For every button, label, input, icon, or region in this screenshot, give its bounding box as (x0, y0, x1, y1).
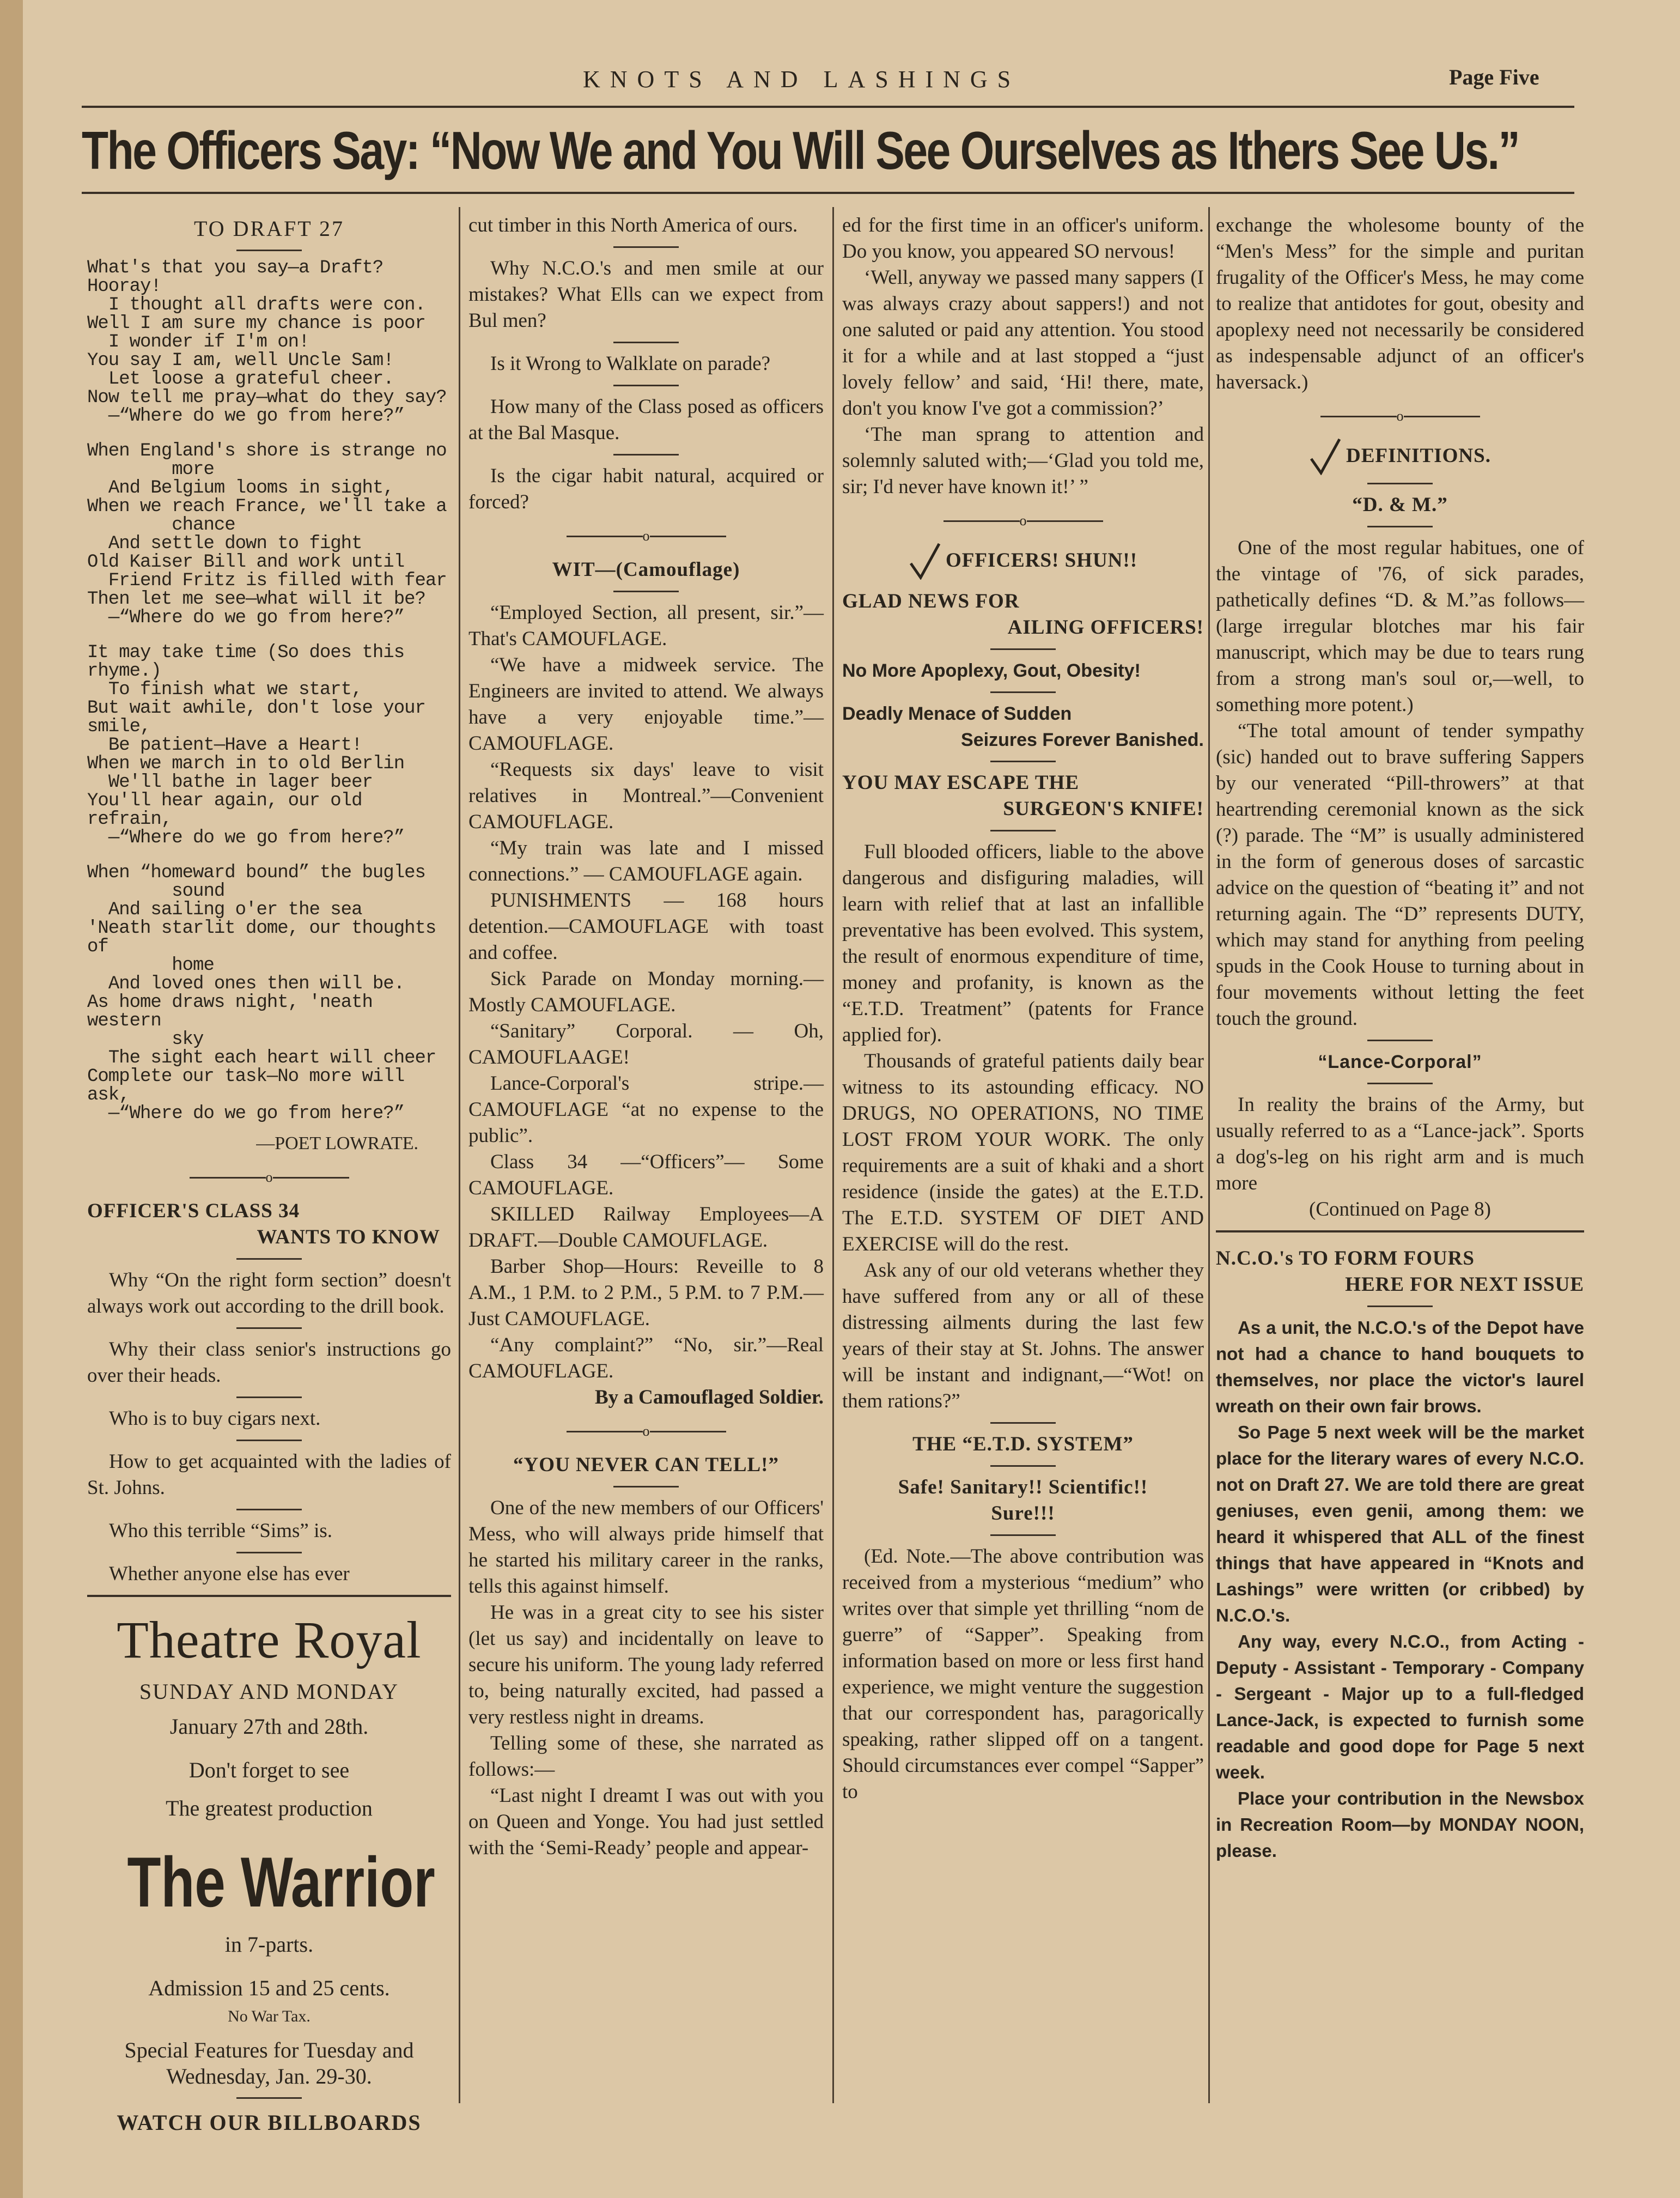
article-paragraph: He was in a great city to see his sister (let us say) and incidentally on leave to secure his uniform. The young lady referred to, being naturally excited, had passed a very restless night in dreams. (468, 1601, 824, 1728)
nco-heading-2: HERE FOR NEXT ISSUE (1345, 1273, 1584, 1296)
wit-line: “Employed Section, all present, sir.”—That's CAMOUFLAGE. (468, 602, 824, 650)
poem-stanza: It may take time (So does this rhyme.) To finish what we start, But wait awhile, don't lose your smile, Be patient—Have a Heart! When we march in to old Berlin We'll bathe in lager beer You'll hear again, our old refrain, —“Where do we go from here?” (87, 642, 425, 848)
top-rule (82, 106, 1574, 108)
article-paragraph: exchange the wholesome bounty of the “Men's Mess” for the simple and puritan frugality of the Officer's Mess, he may come to realize that antidotes for gout, obesity and apoplexy need not necessarily be considered as indespensable adjunct of an officer's haversack.) (1216, 214, 1584, 393)
separator (990, 1422, 1056, 1424)
separator (613, 591, 679, 592)
poem-signature: —POET LOWRATE. (256, 1133, 418, 1153)
separator (990, 830, 1056, 831)
article-paragraph: ed for the first time in an officer's uniform. Do you know, you appeared SO nervous! (842, 214, 1204, 263)
separator (990, 1465, 1056, 1467)
class-heading-2: WANTS TO KNOW (257, 1226, 440, 1248)
separator (613, 342, 679, 343)
dm-heading: “D. & M.” (1352, 494, 1448, 516)
separator (236, 2097, 302, 2099)
column-4 (1216, 212, 1584, 1864)
separator (236, 250, 302, 251)
subheading: Deadly Menace of Sudden (842, 703, 1072, 724)
ad-tax: No War Tax. (228, 2007, 311, 2025)
question-item: Why their class senior's instructions go over their heads. (87, 1338, 451, 1387)
banner-rule (82, 192, 1574, 194)
poem-stanza: What's that you say—a Draft? Hooray! I thought all drafts were con. Well I am sure my chance is poor I wonder if I'm on! You say I am, well Uncle Sam! Let loose a grateful cheer. Now tell me pray—what do they say? —“Where do we go from here?” (87, 258, 447, 427)
article-paragraph: ‘Well, anyway we passed many sappers (I was always crazy about sappers!) and not one saluted or paid any attention. You stood it for a while and at last stopped a “just lovely fellow’ and said, ‘Hi! there, mate, don't you know I've got a commission?’ (842, 266, 1204, 420)
separator (236, 1327, 302, 1329)
lance-heading: “Lance-Corporal” (1318, 1052, 1482, 1072)
shun-heading-block (842, 542, 1204, 580)
article-paragraph: So Page 5 next week will be the market place for the literary wares of every N.C.O. not on Draft 27. We are told there are great geniuses, even genii, among them: we heard it whispered that ALL of the finest things that have appeared in “Knots and Lashings” were written (or cribbed) by N.C.O.'s. (1216, 1422, 1584, 1625)
ad-reminder: Don't forget to see (188, 1758, 350, 1782)
film-title: The Warrior (127, 1842, 435, 1922)
subheading: No More Apoplexy, Gout, Obesity! (842, 660, 1141, 681)
binding-edge (0, 0, 23, 2198)
editor-note: (Ed. Note.—The above contribution was received from a mysterious “medium” who writes over that simple yet thrilling “nom de guerre” of “Sapper”. Speaking from information based on more or less first hand experience, we might venture the suggestion that our correspondent has, paragorically speaking, rather slipped off on a tangent. Should circumstances ever compel “Sapper” to (842, 1545, 1204, 1803)
article-paragraph: Full blooded officers, liable to the above dangerous and disfiguring maladies, will learn with relief that at last an infallible preventative has been evolved. This system, the result of enormous expenditure of time, money and profanity, is known as the “E.T.D. Treatment” (patents for France applied for). (842, 841, 1204, 1046)
article-paragraph: Telling some of these, she narrated as follows:— (468, 1732, 824, 1781)
question-item: How to get acquainted with the ladies of St. Johns. (87, 1450, 451, 1499)
separator (1367, 1040, 1433, 1041)
article-paragraph: One of the most regular habitues, one of the vintage of '76, of sick parades, pathetically defines “D. & M.”as follows—(large irregular blotches mar his fair manuscript, which may be due to tears rung from a strong man's soul or,—well, to something more potent.) (1216, 537, 1584, 716)
checkmark-icon (909, 542, 941, 580)
question-item: Whether anyone else has ever (109, 1563, 350, 1585)
separator (1367, 1306, 1433, 1307)
question-item: Is the cigar habit natural, acquired or forced? (468, 465, 824, 513)
separator (1367, 526, 1433, 527)
wit-line: “Sanitary” Corporal. — Oh, CAMOUFLAAGE! (468, 1020, 824, 1068)
question-item: Who is to buy cigars next. (109, 1407, 321, 1430)
ad-admission: Admission 15 and 25 cents. (148, 1976, 390, 2000)
section-rule (87, 1595, 451, 1597)
ad-special: Special Features for Tuesday and Wednesday, Jan. 29-30. (124, 2038, 414, 2088)
paper-title: KNOTS AND LASHINGS (583, 66, 1021, 93)
article-paragraph: Thousands of grateful patients daily bear witness to its astounding efficacy. NO DRUGS, NO OPERATIONS, NO TIME LOST FROM YOUR WORK. The only requirements are a suit of khaki and a short residence (inside the gates) at the E.T.D. The E.T.D. SYSTEM OF DIET AND EXERCISE will do the rest. (842, 1050, 1204, 1255)
article-paragraph: Any way, every N.C.O., from Acting - Deputy - Assistant - Temporary - Company - Sergeant - Major up to a full-fledged Lance-Jack, is expected to furnish some readable and good dope for Page 5 next week. (1216, 1631, 1584, 1782)
wit-line: Sick Parade on Monday morning.—Mostly CAMOUFLAGE. (468, 968, 824, 1016)
article-paragraph: In reality the brains of the Army, but usually referred to as a “Lance-jack”. Sports a dog's-leg on his right arm and is much more (1216, 1094, 1584, 1194)
ornament: o (642, 1423, 650, 1439)
column-2 (468, 212, 824, 1861)
poem-title: TO DRAFT 27 (193, 216, 344, 241)
theatre-name: Theatre Royal (117, 1611, 422, 1669)
ornament-separator (1216, 403, 1584, 429)
definitions-heading-block (1216, 437, 1584, 475)
article-paragraph: Place your contribution in the Newsbox in Recreation Room—by MONDAY NOON, please. (1216, 1788, 1584, 1861)
column-3 (842, 212, 1204, 1805)
subheading: Seizures Forever Banished. (961, 730, 1204, 750)
question-item: Who this terrible “Sims” is. (109, 1520, 333, 1542)
article-paragraph: As a unit, the N.C.O.'s of the Depot have not had a chance to hand bouquets to themselves, nor place the victor's laurel wreath on their own fair brows. (1216, 1317, 1584, 1416)
separator (236, 1509, 302, 1510)
column-divider (832, 207, 834, 2103)
article-paragraph: Ask any of our old veterans whether they have suffered from any or all of these distressing ailments during the last few years of their stay at St. Johns. The answer will be instant and indignant,—“Wot! on them rations?” (842, 1259, 1204, 1412)
glad-heading: GLAD NEWS FOR (842, 590, 1020, 612)
definitions-heading: DEFINITIONS. (1346, 445, 1491, 467)
wit-line: SKILLED Railway Employees—A DRAFT.—Double CAMOUFLAGE. (468, 1203, 824, 1252)
article-paragraph: “The total amount of tender sympathy (sic) handed out to brave suffering Sappers by our venerated “Pill-throwers” at that heartrending ceremonial known as the sick (?) parade. The “M” is usually administered in the form of generous doses of sarcastic advice on the question of “beating it” and not returning again. The “D” represents DUTY, which may stand for anything from peeling spuds in the Cook House to turning about in four movements without letting the feet touch the ground. (1216, 720, 1584, 1030)
article-paragraph: ‘The man sprang to attention and solemnly saluted with;—‘Glad you told me, sir; I'd never have known it!’ ” (842, 423, 1204, 498)
ornament-separator (87, 1164, 451, 1191)
wit-line: “We have a midweek service. The Engineers are invited to attend. We always have a very enjoyable time.”—CAMOUFLAGE. (468, 654, 824, 755)
separator (990, 691, 1056, 693)
class-heading: OFFICER'S CLASS 34 (87, 1200, 300, 1222)
continued-note: (Continued on Page 8) (1309, 1198, 1491, 1221)
article-paragraph: “Last night I dreamt I was out with you on Queen and Yonge. You had just settled with the ‘Semi-Ready’ people and appear- (468, 1784, 824, 1859)
safe-heading: Safe! Sanitary!! Scientific!! Sure!!! (898, 1476, 1148, 1525)
column-divider (1208, 207, 1210, 2103)
wit-heading: WIT—(Camouflage) (552, 558, 740, 581)
checkmark-icon (1309, 437, 1342, 475)
article-paragraph: One of the new members of our Officers' Mess, who will always pride himself that he started his military career in the ranks, tells this against himself. (468, 1497, 824, 1598)
separator (613, 246, 679, 248)
ornament-separator (468, 1418, 824, 1444)
section-rule (1216, 1230, 1584, 1232)
column-1 (87, 212, 451, 2141)
shun-heading: OFFICERS! SHUN!! (945, 549, 1138, 572)
poem-stanza: When “homeward bound” the bugles sound And sailing o'er the sea 'Neath starlit dome, our thoughts of home And loved ones then will be. As home draws night, 'neath western sky The sight each heart will cheer Complete our task—No more will ask, —“Where do we go from here?” (87, 863, 436, 1124)
wit-line: “Requests six days' leave to visit relatives in Montreal.”—Convenient CAMOUFLAGE. (468, 758, 824, 833)
question-item: Why N.C.O.'s and men smile at our mistakes? What Ells can we expect from Bul men? (468, 257, 824, 332)
ornament-separator (468, 523, 824, 549)
ad-dates: January 27th and 28th. (169, 1714, 369, 1739)
separator (1367, 483, 1433, 484)
ornament: o (1396, 408, 1404, 424)
question-item: Why “On the right form section” doesn't always work out according to the drill book. (87, 1269, 451, 1317)
wit-line: Class 34 —“Officers”— Some CAMOUFLAGE. (468, 1151, 824, 1199)
poem-stanza: When England's shore is strange no more And Belgium looms in sight, When we reach France, we'll take a chance And settle down to fight Old Kaiser Bill and work until Friend Fritz is filled with fear Then let me see—what will it be? —“Where do we go from here?” (87, 441, 447, 628)
separator (236, 1258, 302, 1260)
question-item: How many of the Class posed as officers at the Bal Masque. (468, 396, 824, 444)
separator (236, 1396, 302, 1398)
separator (1367, 1083, 1433, 1084)
separator (990, 648, 1056, 650)
wit-line: Lance-Corporal's stripe.—CAMOUFLAGE “at no expense to the public”. (468, 1072, 824, 1147)
wit-line: “Any complaint?” “No, sir.”—Real CAMOUFLAGE. (468, 1334, 824, 1382)
separator (613, 1486, 679, 1487)
wit-line: PUNISHMENTS — 168 hours detention.—CAMOUFLAGE with toast and coffee. (468, 889, 824, 964)
ad-days: SUNDAY AND MONDAY (139, 1679, 399, 1704)
ornament: o (265, 1169, 273, 1185)
nco-heading: N.C.O.'s TO FORM FOURS (1216, 1247, 1475, 1270)
separator (236, 1552, 302, 1553)
separator (236, 1440, 302, 1441)
wit-signature: By a Camouflaged Soldier. (594, 1386, 824, 1408)
separator (613, 385, 679, 386)
separator (990, 1534, 1056, 1536)
escape-heading: YOU MAY ESCAPE THE (842, 772, 1080, 794)
escape-heading-2: SURGEON'S KNIFE! (1003, 798, 1204, 820)
theatre-advertisement (87, 1610, 451, 2139)
banner-headline: The Officers Say: “Now We and You Will See Ourselves as Ithers See Us.” (82, 120, 1519, 180)
system-heading: THE “E.T.D. SYSTEM” (912, 1433, 1134, 1455)
page-number: Page Five (1449, 65, 1539, 89)
ornament-separator (842, 508, 1204, 534)
separator (613, 454, 679, 456)
column-divider (459, 207, 460, 2103)
separator (990, 761, 1056, 762)
question-item: Is it Wrong to Walklate on parade? (490, 353, 771, 375)
ad-greatest: The greatest production (166, 1796, 373, 1820)
ad-billboards: WATCH OUR BILLBOARDS (117, 2110, 422, 2135)
ornament: o (642, 528, 650, 544)
question-item: cut timber in this North America of ours. (468, 214, 798, 236)
wit-line: “My train was late and I missed connections.” — CAMOUFLAGE again. (468, 837, 824, 885)
ad-parts: in 7-parts. (224, 1932, 314, 1957)
glad-heading-2: AILING OFFICERS! (1007, 616, 1204, 639)
ornament: o (1019, 513, 1027, 529)
tell-heading: “YOU NEVER CAN TELL!” (513, 1454, 780, 1476)
wit-line: Barber Shop—Hours: Reveille to 8 A.M., 1 P.M. to 2 P.M., 5 P.M. to 7 P.M.—Just CAMOUFLAGE. (468, 1255, 824, 1330)
